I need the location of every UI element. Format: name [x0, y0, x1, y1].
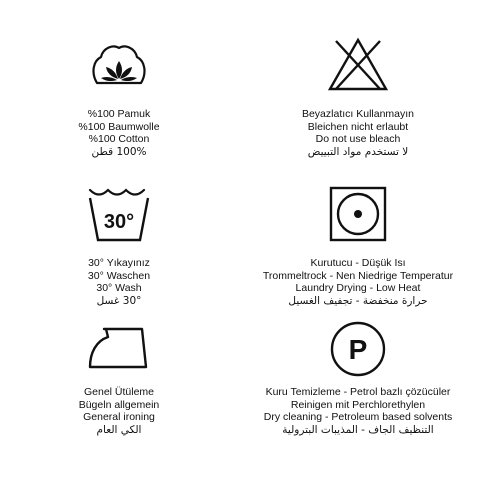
- label-de: 30° Waschen: [87, 269, 151, 282]
- label-ar: 30° غسل: [96, 294, 142, 307]
- label-en: Do not use bleach: [315, 133, 401, 145]
- label-tr: 30° Yıkayınız: [88, 257, 150, 269]
- label-tr: Kuru Temizleme - Petrol bazlı çözücüler: [265, 386, 451, 398]
- care-item-dry-clean: [239, 317, 477, 477]
- label-en: Laundry Drying - Low Heat: [295, 282, 421, 294]
- label-en: %100 Cotton: [88, 133, 150, 145]
- label-de: %100 Baumwolle: [78, 120, 160, 133]
- label-de: Reinigen mit Perchlorethylen: [290, 398, 426, 411]
- care-item-wash-30: [0, 180, 238, 340]
- label-de: Bügeln allgemein: [78, 398, 160, 411]
- label-ar: لا تستخدم مواد التبييض: [307, 145, 409, 158]
- label-en: 30° Wash: [96, 282, 142, 294]
- wash-temperature: 30°: [103, 211, 135, 233]
- label-en: General ironing: [83, 411, 155, 423]
- label-ar: حرارة منخفضة - تجفيف الغسيل: [288, 294, 428, 307]
- label-de: Trommeltrock - Nen Niedrige Temperatur: [262, 269, 454, 282]
- care-item-tumble-dry-low: [239, 180, 477, 340]
- dry-clean-letter: P: [348, 334, 368, 365]
- label-tr: %100 Pamuk: [87, 108, 151, 120]
- label-tr: Kurutucu - Düşük Isı: [310, 257, 406, 269]
- do-not-bleach-icon: [327, 37, 389, 93]
- label-ar: الكي العام: [96, 423, 142, 436]
- label-en: Dry cleaning - Petroleum based solvents: [263, 411, 453, 423]
- cotton-icon: [89, 43, 149, 93]
- label-de: Bleichen nicht erlaubt: [307, 120, 409, 133]
- label-tr: Beyazlatıcı Kullanmayın: [301, 108, 415, 120]
- label-tr: Genel Ütüleme: [83, 386, 155, 398]
- label-ar: التنظيف الجاف - المذيبات البترولية: [282, 423, 434, 436]
- care-item-do-not-bleach: [239, 25, 477, 185]
- label-ar: 100% قطن: [91, 145, 147, 158]
- tumble-dry-low-icon: [328, 185, 388, 243]
- care-item-ironing: [0, 317, 238, 477]
- dry-clean-p-icon: [328, 319, 388, 379]
- iron-icon: [86, 323, 152, 371]
- care-item-cotton: [0, 25, 238, 185]
- wash-30-icon: [86, 184, 152, 246]
